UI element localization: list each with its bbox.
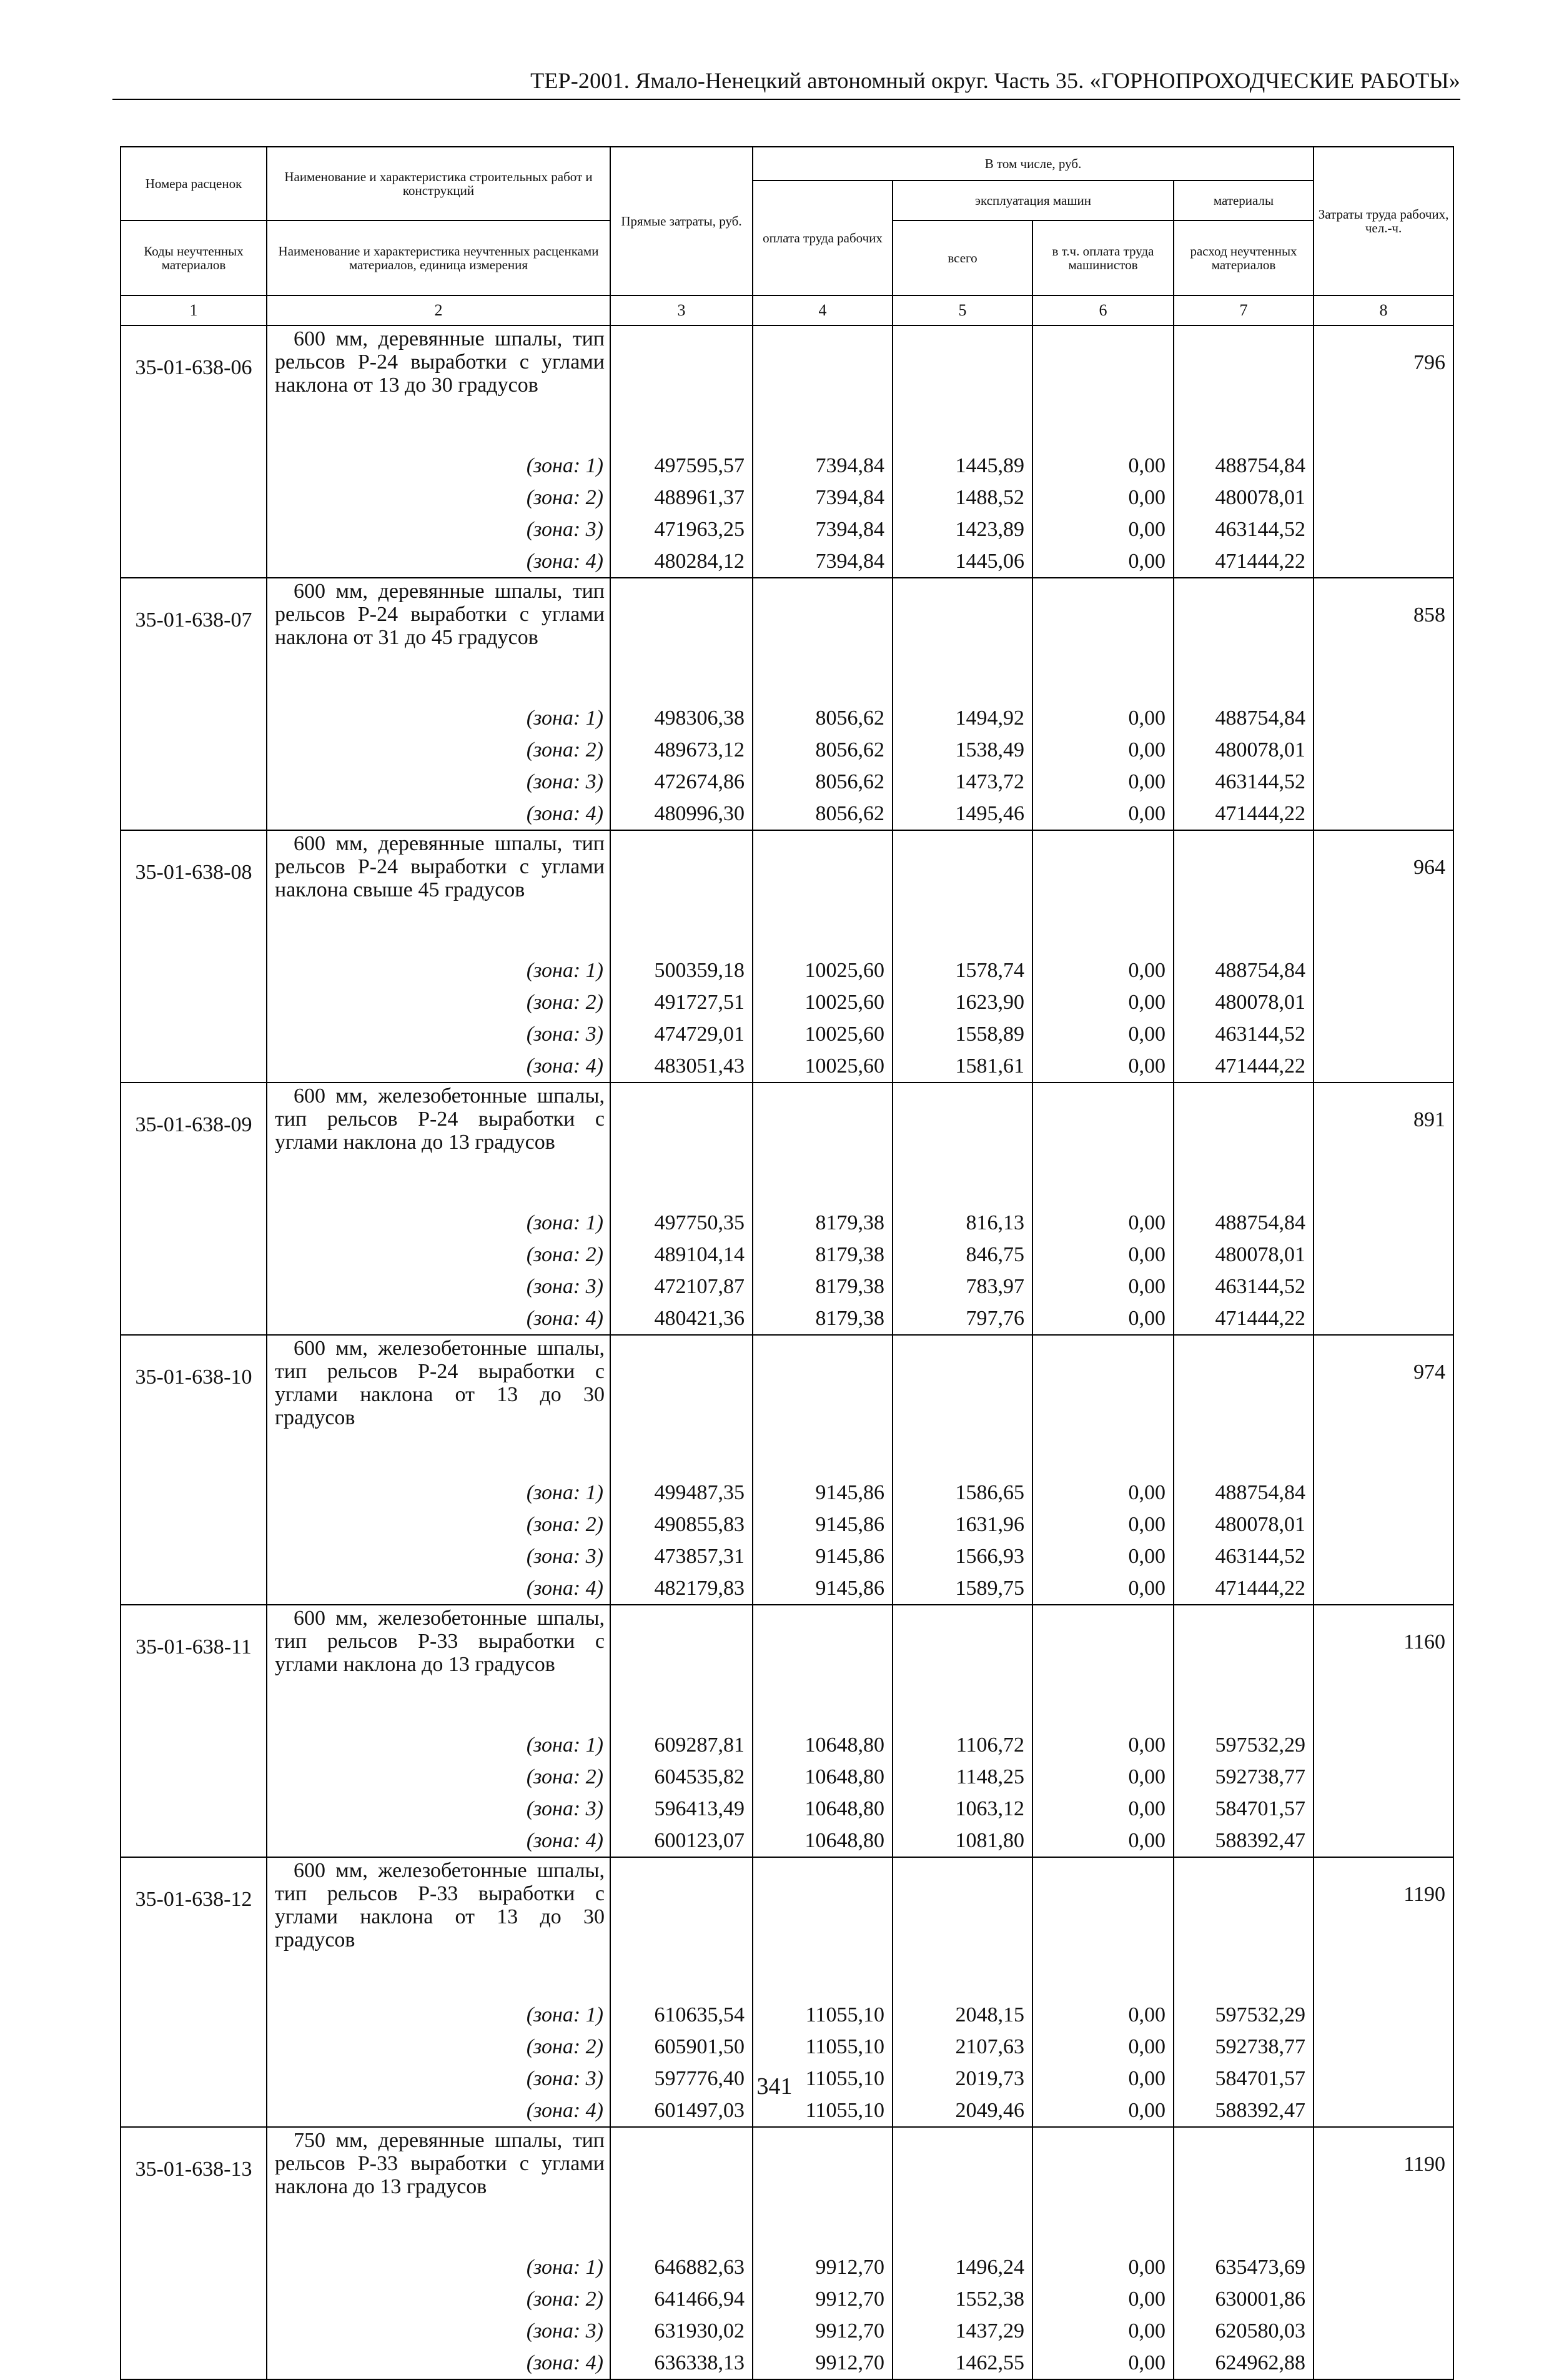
direct-costs: 609287,81 (610, 1729, 753, 1761)
direct-costs: 489104,14 (610, 1239, 753, 1271)
operator-wages: 0,00 (1032, 2063, 1174, 2095)
zone-row (121, 1761, 1453, 1793)
zone-row (121, 1239, 1453, 1271)
operator-wages: 0,00 (1032, 2095, 1174, 2127)
machines-total: 846,75 (893, 1239, 1032, 1271)
rate-title-row (121, 2127, 1453, 2251)
worker-wages: 10025,60 (753, 1050, 893, 1083)
zone-label: (зона: 2) (267, 482, 610, 513)
operator-wages: 0,00 (1032, 2283, 1174, 2315)
operator-wages: 0,00 (1032, 545, 1174, 578)
worker-wages: 11055,10 (753, 1999, 893, 2031)
materials-cost: 584701,57 (1174, 1793, 1314, 1825)
zone-label: (зона: 4) (267, 1825, 610, 1857)
worker-wages: 9912,70 (753, 2283, 893, 2315)
materials-cost: 471444,22 (1174, 545, 1314, 578)
direct-costs: 472107,87 (610, 1271, 753, 1302)
zone-label: (зона: 2) (267, 2283, 610, 2315)
zone-row (121, 766, 1453, 798)
machines-total: 1631,96 (893, 1509, 1032, 1540)
direct-costs: 636338,13 (610, 2347, 753, 2379)
direct-costs: 482179,83 (610, 1572, 753, 1605)
materials-cost: 592738,77 (1174, 2031, 1314, 2063)
zone-label: (зона: 4) (267, 1302, 610, 1335)
machines-total: 1148,25 (893, 1761, 1032, 1793)
worker-wages: 9145,86 (753, 1572, 893, 1605)
machines-total: 1081,80 (893, 1825, 1032, 1857)
worker-wages: 9145,86 (753, 1509, 893, 1540)
worker-wages: 8056,62 (753, 702, 893, 734)
zone-row (121, 1018, 1453, 1050)
operator-wages: 0,00 (1032, 513, 1174, 545)
rates-table (120, 146, 1454, 2380)
machines-total: 783,97 (893, 1271, 1032, 1302)
machines-total: 1488,52 (893, 482, 1032, 513)
direct-costs: 474729,01 (610, 1018, 753, 1050)
materials-cost: 597532,29 (1174, 1729, 1314, 1761)
materials-cost: 471444,22 (1174, 798, 1314, 830)
worker-wages: 8179,38 (753, 1207, 893, 1239)
zone-label: (зона: 3) (267, 1018, 610, 1050)
column-numbers-row (121, 295, 1453, 325)
direct-costs: 480421,36 (610, 1302, 753, 1335)
zone-row (121, 1271, 1453, 1302)
direct-costs: 472674,86 (610, 766, 753, 798)
operator-wages: 0,00 (1032, 1729, 1174, 1761)
operator-wages: 0,00 (1032, 2031, 1174, 2063)
worker-wages: 9912,70 (753, 2251, 893, 2283)
zone-row (121, 1477, 1453, 1509)
worker-wages: 9145,86 (753, 1540, 893, 1572)
zone-label: (зона: 2) (267, 986, 610, 1018)
zone-row (121, 450, 1453, 482)
materials-cost: 488754,84 (1174, 1207, 1314, 1239)
zone-label: (зона: 1) (267, 702, 610, 734)
machines-total: 1581,61 (893, 1050, 1032, 1083)
zone-row (121, 1793, 1453, 1825)
header-labor-costs: Затраты труда рабочих, чел.-ч. (1314, 147, 1453, 295)
operator-wages: 0,00 (1032, 798, 1174, 830)
column-number: 5 (893, 295, 1032, 325)
rate-code: 35-01-638-12 (121, 1857, 267, 1999)
column-number: 3 (610, 295, 753, 325)
materials-cost: 624962,88 (1174, 2347, 1314, 2379)
zone-row (121, 702, 1453, 734)
header-direct-costs: Прямые затраты, руб. (610, 147, 753, 295)
rate-title-row (121, 1335, 1453, 1477)
operator-wages: 0,00 (1032, 1271, 1174, 1302)
zone-label: (зона: 3) (267, 1271, 610, 1302)
direct-costs: 491727,51 (610, 986, 753, 1018)
direct-costs: 497750,35 (610, 1207, 753, 1239)
operator-wages: 0,00 (1032, 702, 1174, 734)
operator-wages: 0,00 (1032, 2315, 1174, 2347)
machines-total: 816,13 (893, 1207, 1032, 1239)
machines-total: 1538,49 (893, 734, 1032, 766)
materials-cost: 463144,52 (1174, 1271, 1314, 1302)
direct-costs: 480284,12 (610, 545, 753, 578)
materials-cost: 592738,77 (1174, 1761, 1314, 1793)
worker-wages: 9912,70 (753, 2315, 893, 2347)
materials-cost: 471444,22 (1174, 1302, 1314, 1335)
header-material-consumption: расход неучтенных материалов (1174, 221, 1314, 295)
machines-total: 1589,75 (893, 1572, 1032, 1605)
machines-total: 1566,93 (893, 1540, 1032, 1572)
column-number: 1 (121, 295, 267, 325)
zone-row (121, 1509, 1453, 1540)
worker-wages: 7394,84 (753, 545, 893, 578)
operator-wages: 0,00 (1032, 1050, 1174, 1083)
direct-costs: 500359,18 (610, 954, 753, 986)
worker-wages: 8056,62 (753, 766, 893, 798)
materials-cost: 463144,52 (1174, 513, 1314, 545)
worker-wages: 8179,38 (753, 1271, 893, 1302)
rate-code: 35-01-638-08 (121, 830, 267, 954)
zone-label: (зона: 3) (267, 2315, 610, 2347)
materials-cost: 471444,22 (1174, 1572, 1314, 1605)
materials-cost: 588392,47 (1174, 2095, 1314, 2127)
zone-row (121, 482, 1453, 513)
zone-row (121, 1729, 1453, 1761)
rate-code: 35-01-638-07 (121, 578, 267, 702)
machines-total: 1623,90 (893, 986, 1032, 1018)
materials-cost: 480078,01 (1174, 986, 1314, 1018)
zone-row (121, 513, 1453, 545)
rate-description: 600 мм, деревянные шпалы, тип рельсов Р-24 выработки с углами наклона от 31 до 45 градусов (267, 578, 610, 702)
direct-costs: 489673,12 (610, 734, 753, 766)
operator-wages: 0,00 (1032, 986, 1174, 1018)
labor-costs: 1160 (1314, 1605, 1453, 1729)
rate-description: 600 мм, железобетонные шпалы, тип рельсов Р-24 выработки с углами наклона до 13 градусов (267, 1083, 610, 1207)
rate-code: 35-01-638-11 (121, 1605, 267, 1729)
materials-cost: 488754,84 (1174, 954, 1314, 986)
rate-title-row (121, 830, 1453, 954)
direct-costs: 498306,38 (610, 702, 753, 734)
direct-costs: 497595,57 (610, 450, 753, 482)
header-operator-wages: в т.ч. оплата труда машинистов (1032, 221, 1174, 295)
zone-label: (зона: 3) (267, 2063, 610, 2095)
materials-cost: 620580,03 (1174, 2315, 1314, 2347)
labor-costs: 974 (1314, 1335, 1453, 1477)
machines-total: 2049,46 (893, 2095, 1032, 2127)
materials-cost: 488754,84 (1174, 450, 1314, 482)
labor-costs: 964 (1314, 830, 1453, 954)
zone-label: (зона: 1) (267, 1729, 610, 1761)
header-work-name: Наименование и характеристика строительных работ и конструкций (267, 147, 610, 221)
materials-cost: 588392,47 (1174, 1825, 1314, 1857)
direct-costs: 483051,43 (610, 1050, 753, 1083)
operator-wages: 0,00 (1032, 1572, 1174, 1605)
worker-wages: 8056,62 (753, 734, 893, 766)
operator-wages: 0,00 (1032, 734, 1174, 766)
machines-total: 1494,92 (893, 702, 1032, 734)
machines-total: 1106,72 (893, 1729, 1032, 1761)
zone-row (121, 1825, 1453, 1857)
rate-description: 600 мм, деревянные шпалы, тип рельсов Р-24 выработки с углами наклона свыше 45 градусов (267, 830, 610, 954)
direct-costs: 499487,35 (610, 1477, 753, 1509)
zone-label: (зона: 2) (267, 2031, 610, 2063)
zone-row (121, 1572, 1453, 1605)
materials-cost: 630001,86 (1174, 2283, 1314, 2315)
rate-description: 600 мм, железобетонные шпалы, тип рельсов Р-33 выработки с углами наклона до 13 градусов (267, 1605, 610, 1729)
direct-costs: 596413,49 (610, 1793, 753, 1825)
header-wages: оплата труда рабочих (753, 181, 893, 295)
worker-wages: 9145,86 (753, 1477, 893, 1509)
operator-wages: 0,00 (1032, 1793, 1174, 1825)
operator-wages: 0,00 (1032, 1509, 1174, 1540)
rate-title-row (121, 1857, 1453, 1999)
header-machines: эксплуатация машин (893, 181, 1174, 221)
rates-body (121, 325, 1453, 2379)
machines-total: 1586,65 (893, 1477, 1032, 1509)
worker-wages: 7394,84 (753, 513, 893, 545)
column-number: 7 (1174, 295, 1314, 325)
rate-code: 35-01-638-10 (121, 1335, 267, 1477)
zone-label: (зона: 1) (267, 450, 610, 482)
zone-label: (зона: 2) (267, 1509, 610, 1540)
materials-cost: 471444,22 (1174, 1050, 1314, 1083)
zone-row (121, 2031, 1453, 2063)
zone-row (121, 2283, 1453, 2315)
zone-label: (зона: 2) (267, 1761, 610, 1793)
worker-wages: 10648,80 (753, 1761, 893, 1793)
machines-total: 1496,24 (893, 2251, 1032, 2283)
machines-total: 1578,74 (893, 954, 1032, 986)
running-header: ТЕР-2001. Ямало-Ненецкий автономный округ. Часть 35. «ГОРНОПРОХОДЧЕСКИЕ РАБОТЫ» (112, 67, 1460, 100)
materials-cost: 480078,01 (1174, 1509, 1314, 1540)
materials-cost: 463144,52 (1174, 766, 1314, 798)
worker-wages: 7394,84 (753, 450, 893, 482)
column-number: 8 (1314, 295, 1453, 325)
zone-label: (зона: 2) (267, 1239, 610, 1271)
machines-total: 1495,46 (893, 798, 1032, 830)
operator-wages: 0,00 (1032, 2347, 1174, 2379)
zone-row (121, 986, 1453, 1018)
materials-cost: 463144,52 (1174, 1018, 1314, 1050)
materials-cost: 635473,69 (1174, 2251, 1314, 2283)
direct-costs: 480996,30 (610, 798, 753, 830)
direct-costs: 610635,54 (610, 1999, 753, 2031)
direct-costs: 641466,94 (610, 2283, 753, 2315)
labor-costs: 1190 (1314, 2127, 1453, 2251)
worker-wages: 9912,70 (753, 2347, 893, 2379)
zone-row (121, 954, 1453, 986)
rate-code: 35-01-638-09 (121, 1083, 267, 1207)
operator-wages: 0,00 (1032, 954, 1174, 986)
materials-cost: 480078,01 (1174, 482, 1314, 513)
operator-wages: 0,00 (1032, 1239, 1174, 1271)
labor-costs: 796 (1314, 325, 1453, 450)
direct-costs: 601497,03 (610, 2095, 753, 2127)
labor-costs: 1190 (1314, 1857, 1453, 1999)
rate-description: 600 мм, деревянные шпалы, тип рельсов Р-24 выработки с углами наклона от 13 до 30 градусов (267, 325, 610, 450)
rate-title-row (121, 1605, 1453, 1729)
header-material-codes: Коды неучтенных материалов (121, 221, 267, 295)
direct-costs: 605901,50 (610, 2031, 753, 2063)
machines-total: 1437,29 (893, 2315, 1032, 2347)
header-materials: материалы (1174, 181, 1314, 221)
operator-wages: 0,00 (1032, 2251, 1174, 2283)
machines-total: 1445,89 (893, 450, 1032, 482)
zone-label: (зона: 4) (267, 1050, 610, 1083)
zone-row (121, 2251, 1453, 2283)
operator-wages: 0,00 (1032, 1477, 1174, 1509)
rate-code: 35-01-638-06 (121, 325, 267, 450)
materials-cost: 488754,84 (1174, 702, 1314, 734)
zone-label: (зона: 4) (267, 545, 610, 578)
zone-label: (зона: 1) (267, 1477, 610, 1509)
materials-cost: 488754,84 (1174, 1477, 1314, 1509)
zone-label: (зона: 4) (267, 798, 610, 830)
worker-wages: 7394,84 (753, 482, 893, 513)
worker-wages: 8179,38 (753, 1302, 893, 1335)
zone-row (121, 1050, 1453, 1083)
labor-costs: 891 (1314, 1083, 1453, 1207)
header-material-names: Наименование и характеристика неучтенных расценками материалов, единица измерения (267, 221, 610, 295)
rate-description: 750 мм, деревянные шпалы, тип рельсов Р-33 выработки с углами наклона до 13 градусов (267, 2127, 610, 2251)
zone-row (121, 545, 1453, 578)
materials-cost: 597532,29 (1174, 1999, 1314, 2031)
materials-cost: 480078,01 (1174, 734, 1314, 766)
zone-label: (зона: 3) (267, 513, 610, 545)
zone-row (121, 1207, 1453, 1239)
machines-total: 2019,73 (893, 2063, 1032, 2095)
machines-total: 2048,15 (893, 1999, 1032, 2031)
direct-costs: 600123,07 (610, 1825, 753, 1857)
zone-label: (зона: 1) (267, 1207, 610, 1239)
operator-wages: 0,00 (1032, 482, 1174, 513)
machines-total: 1063,12 (893, 1793, 1032, 1825)
rate-description: 600 мм, железобетонные шпалы, тип рельсов Р-33 выработки с углами наклона от 13 до 30 градусов (267, 1857, 610, 1999)
zone-label: (зона: 3) (267, 1793, 610, 1825)
direct-costs: 473857,31 (610, 1540, 753, 1572)
header-rate-number: Номера расценок (121, 147, 267, 221)
worker-wages: 10648,80 (753, 1825, 893, 1857)
machines-total: 1462,55 (893, 2347, 1032, 2379)
zone-row (121, 2347, 1453, 2379)
direct-costs: 471963,25 (610, 513, 753, 545)
direct-costs: 604535,82 (610, 1761, 753, 1793)
machines-total: 1558,89 (893, 1018, 1032, 1050)
zone-label: (зона: 4) (267, 1572, 610, 1605)
materials-cost: 463144,52 (1174, 1540, 1314, 1572)
machines-total: 1423,89 (893, 513, 1032, 545)
direct-costs: 597776,40 (610, 2063, 753, 2095)
labor-costs: 858 (1314, 578, 1453, 702)
zone-label: (зона: 1) (267, 1999, 610, 2031)
zone-row (121, 2315, 1453, 2347)
operator-wages: 0,00 (1032, 1761, 1174, 1793)
zone-row (121, 734, 1453, 766)
rate-code: 35-01-638-13 (121, 2127, 267, 2251)
worker-wages: 10648,80 (753, 1729, 893, 1761)
table-header (121, 147, 1453, 325)
operator-wages: 0,00 (1032, 766, 1174, 798)
column-number: 4 (753, 295, 893, 325)
worker-wages: 10025,60 (753, 986, 893, 1018)
materials-cost: 584701,57 (1174, 2063, 1314, 2095)
page-number: 341 (756, 2073, 793, 2100)
zone-row (121, 1999, 1453, 2031)
zone-label: (зона: 4) (267, 2095, 610, 2127)
zone-row (121, 1540, 1453, 1572)
rate-title-row (121, 578, 1453, 702)
column-number: 6 (1032, 295, 1174, 325)
column-number: 2 (267, 295, 610, 325)
machines-total: 1473,72 (893, 766, 1032, 798)
rate-title-row (121, 1083, 1453, 1207)
rate-title-row (121, 325, 1453, 450)
machines-total: 797,76 (893, 1302, 1032, 1335)
zone-row (121, 1302, 1453, 1335)
zone-label: (зона: 4) (267, 2347, 610, 2379)
zone-label: (зона: 1) (267, 954, 610, 986)
zone-label: (зона: 3) (267, 766, 610, 798)
machines-total: 1445,06 (893, 545, 1032, 578)
zone-row (121, 798, 1453, 830)
worker-wages: 8056,62 (753, 798, 893, 830)
worker-wages: 10025,60 (753, 954, 893, 986)
operator-wages: 0,00 (1032, 1540, 1174, 1572)
operator-wages: 0,00 (1032, 1302, 1174, 1335)
worker-wages: 8179,38 (753, 1239, 893, 1271)
worker-wages: 10648,80 (753, 1793, 893, 1825)
operator-wages: 0,00 (1032, 1999, 1174, 2031)
operator-wages: 0,00 (1032, 1207, 1174, 1239)
machines-total: 2107,63 (893, 2031, 1032, 2063)
worker-wages: 10025,60 (753, 1018, 893, 1050)
zone-label: (зона: 1) (267, 2251, 610, 2283)
worker-wages: 11055,10 (753, 2063, 893, 2095)
operator-wages: 0,00 (1032, 1018, 1174, 1050)
direct-costs: 488961,37 (610, 482, 753, 513)
header-machines-total: всего (893, 221, 1032, 295)
worker-wages: 11055,10 (753, 2095, 893, 2127)
direct-costs: 631930,02 (610, 2315, 753, 2347)
operator-wages: 0,00 (1032, 450, 1174, 482)
operator-wages: 0,00 (1032, 1825, 1174, 1857)
rate-description: 600 мм, железобетонные шпалы, тип рельсов Р-24 выработки с углами наклона от 13 до 30 градусов (267, 1335, 610, 1477)
zone-label: (зона: 2) (267, 734, 610, 766)
header-including: В том числе, руб. (753, 147, 1314, 181)
materials-cost: 480078,01 (1174, 1239, 1314, 1271)
worker-wages: 11055,10 (753, 2031, 893, 2063)
machines-total: 1552,38 (893, 2283, 1032, 2315)
direct-costs: 646882,63 (610, 2251, 753, 2283)
zone-label: (зона: 3) (267, 1540, 610, 1572)
direct-costs: 490855,83 (610, 1509, 753, 1540)
